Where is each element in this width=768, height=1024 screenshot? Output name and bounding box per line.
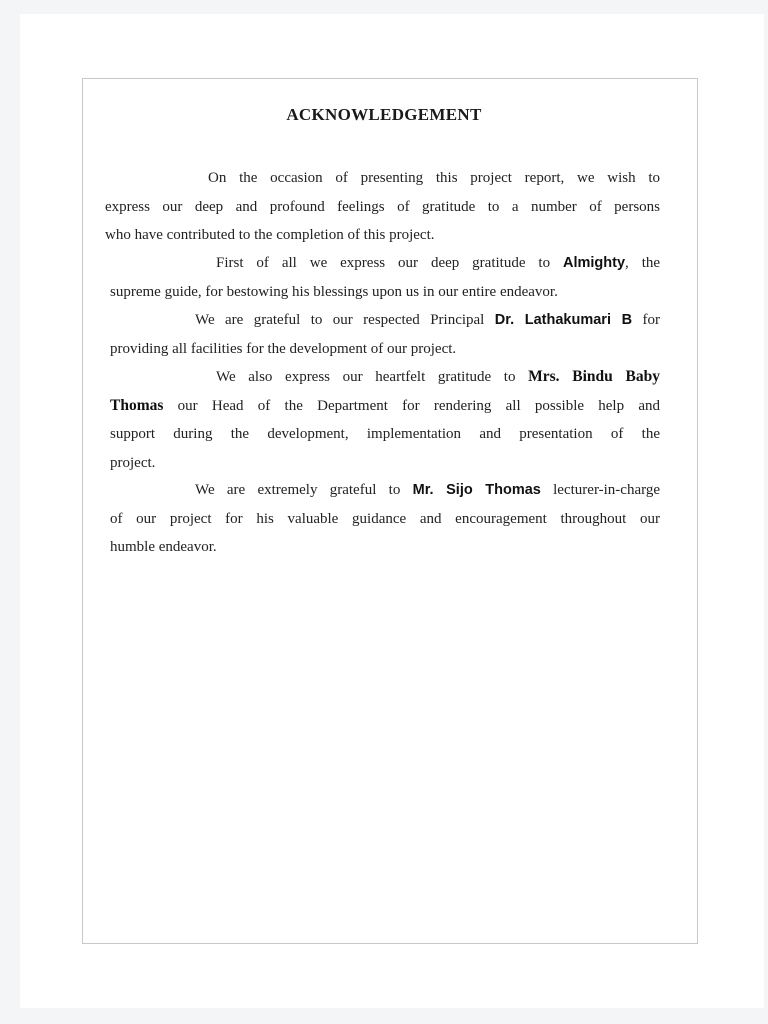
paragraph-3: [110, 306, 660, 363]
paragraph-4-line-3: support during the development, implementation and presentation of the: [110, 426, 660, 442]
paragraph-1-line-2: express our deep and profound feelings of gratitude to a number of persons: [105, 198, 660, 215]
paragraph-5-line-3: humble endeavor.: [110, 539, 217, 555]
paragraph-5-line-1: [110, 476, 660, 505]
paragraph-4-text-2: our Head of the Department for rendering all possible help and: [177, 397, 661, 414]
paragraph-2-text: First of all we express our deep gratitude to: [216, 255, 551, 271]
paragraph-4-line-4: project.: [110, 454, 156, 471]
paragraph-2: [110, 249, 660, 306]
paragraph-2-line-2: supreme guide, for bestowing his blessings upon us in our entire endeavor.: [110, 283, 558, 300]
paragraph-5: [110, 476, 660, 562]
paragraph-3-line-1: [110, 306, 660, 335]
paragraph-1-line-1: On the occasion of presenting this project report, we wish to: [208, 170, 660, 186]
lecturer-name: Mr. Sijo Thomas: [412, 482, 541, 498]
paragraph-1: [105, 164, 660, 250]
hod-name-part-2: Thomas: [110, 396, 164, 414]
paragraph-2-line-1: [110, 249, 660, 278]
paragraph-3-line-2: providing all facilities for the development of our project.: [110, 340, 457, 357]
paragraph-4-line-2: [110, 392, 660, 421]
paragraph-4-text: We also express our heartfelt gratitude to: [216, 369, 516, 385]
paragraph-4: [110, 363, 660, 477]
hod-name-part-1: Mrs. Bindu Baby: [528, 368, 660, 385]
almighty-name: Almighty: [563, 255, 626, 271]
paragraph-4-line-1: [110, 363, 660, 392]
principal-name: Dr. Lathakumari B: [494, 312, 633, 328]
paragraph-3-text: We are grateful to our respected Principal: [195, 312, 485, 328]
paragraph-5-text: We are extremely grateful to: [195, 482, 401, 498]
paragraph-2-text-end: , the: [625, 255, 661, 271]
paragraph-5-line-2: of our project for his valuable guidance and encouragement throughout our: [110, 510, 660, 527]
page-title: ACKNOWLEDGEMENT: [286, 105, 482, 124]
paragraph-5-text-end: lecturer-in-charge: [553, 482, 660, 498]
paragraph-1-line-3: who have contributed to the completion of this project.: [105, 227, 435, 243]
paragraph-3-text-end: for: [642, 312, 661, 328]
